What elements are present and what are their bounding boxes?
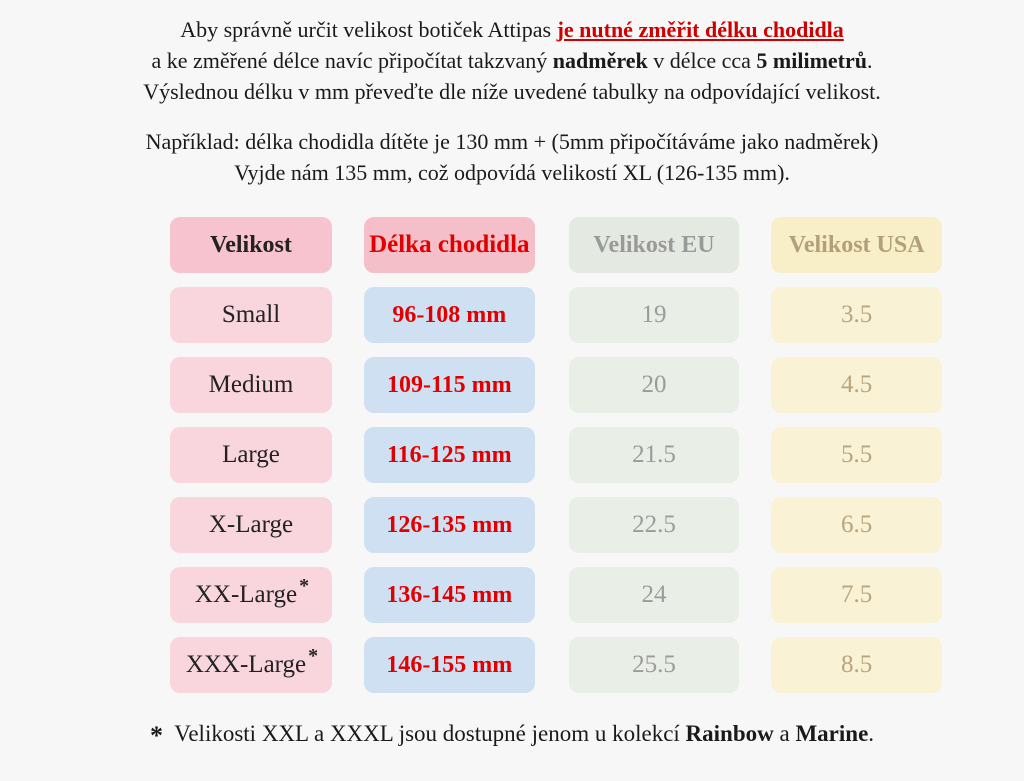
cell-size-label: XX-Large (194, 581, 298, 609)
cell-size-star: * (299, 574, 310, 597)
cell-usa: 3.5 (771, 287, 942, 343)
footnote-text-e: . (868, 721, 875, 747)
cell-eu: 25.5 (569, 637, 740, 693)
cell-length: 116-125 mm (364, 427, 535, 483)
example-line-2: Vyjde nám 135 mm, což odpovídá velikostí XL (126-135 mm). (234, 159, 790, 185)
header-size: Velikost (170, 217, 332, 273)
example-line-1: Například: délka chodidla dítěte je 130 mm + (5mm připočítáváme jako nadměrek) (145, 128, 879, 154)
cell-size-label: Large (222, 441, 280, 469)
cell-size-label: X-Large (208, 511, 294, 539)
table-row (82, 630, 942, 700)
table-row (82, 560, 942, 630)
cell-size-star: * (308, 644, 319, 667)
size-table (82, 210, 942, 700)
header-usa: Velikost USA (771, 217, 942, 273)
header-eu: Velikost EU (569, 217, 740, 273)
cell-length: 126-135 mm (364, 497, 535, 553)
footnote-star: * (149, 721, 163, 751)
cell-size-label: Medium (208, 371, 294, 399)
table-row (82, 490, 942, 560)
cell-eu: 24 (569, 567, 740, 623)
intro-line-2-part-e: . (867, 48, 873, 74)
footnote-collection-marine: Marine (795, 721, 869, 747)
footnote-text-c: a (773, 721, 796, 747)
table-row (82, 280, 942, 350)
cell-size-label: XXX-Large (185, 651, 307, 679)
cell-eu: 21.5 (569, 427, 740, 483)
intro-highlight: je nutné změřit délku chodidla (556, 17, 844, 42)
cell-usa: 7.5 (771, 567, 942, 623)
cell-length: 109-115 mm (364, 357, 535, 413)
cell-size (170, 637, 332, 693)
intro-line-2-part-a: a ke změřené délce navíc připočítat takzvaný (151, 48, 553, 74)
cell-size (170, 287, 332, 343)
header-length: Délka chodidla (364, 217, 535, 273)
cell-eu: 20 (569, 357, 740, 413)
example-text (0, 126, 1024, 188)
footnote-collection-rainbow: Rainbow (685, 721, 774, 747)
cell-length: 146-155 mm (364, 637, 535, 693)
cell-usa: 5.5 (771, 427, 942, 483)
footnote (0, 718, 1024, 751)
cell-size-label: Small (221, 301, 281, 329)
cell-usa: 6.5 (771, 497, 942, 553)
cell-eu: 22.5 (569, 497, 740, 553)
intro-text (0, 10, 1024, 108)
intro-line-3: Výslednou délku v mm převeďte dle níže uvedené tabulky na odpovídající velikost. (143, 79, 881, 105)
footnote-text-a: Velikosti XXL a XXXL jsou dostupné jenom u kolekcí (168, 721, 686, 747)
cell-size (170, 567, 332, 623)
table-row (82, 350, 942, 420)
intro-bold-nadmerek: nadměrek (552, 48, 648, 74)
intro-bold-millimeters: 5 milimetrů (756, 48, 868, 74)
cell-size (170, 357, 332, 413)
cell-usa: 8.5 (771, 637, 942, 693)
intro-line-1 (28, 14, 996, 45)
table-header-row (82, 210, 942, 280)
cell-length: 136-145 mm (364, 567, 535, 623)
intro-line-1-part-a: Aby správně určit velikost botiček Attipas (180, 17, 557, 42)
intro-line-2-part-c: v délce cca (647, 48, 757, 74)
cell-length: 96-108 mm (364, 287, 535, 343)
cell-eu: 19 (569, 287, 740, 343)
intro-line-2 (28, 45, 996, 76)
cell-size (170, 427, 332, 483)
cell-size (170, 497, 332, 553)
table-row (82, 420, 942, 490)
cell-usa: 4.5 (771, 357, 942, 413)
